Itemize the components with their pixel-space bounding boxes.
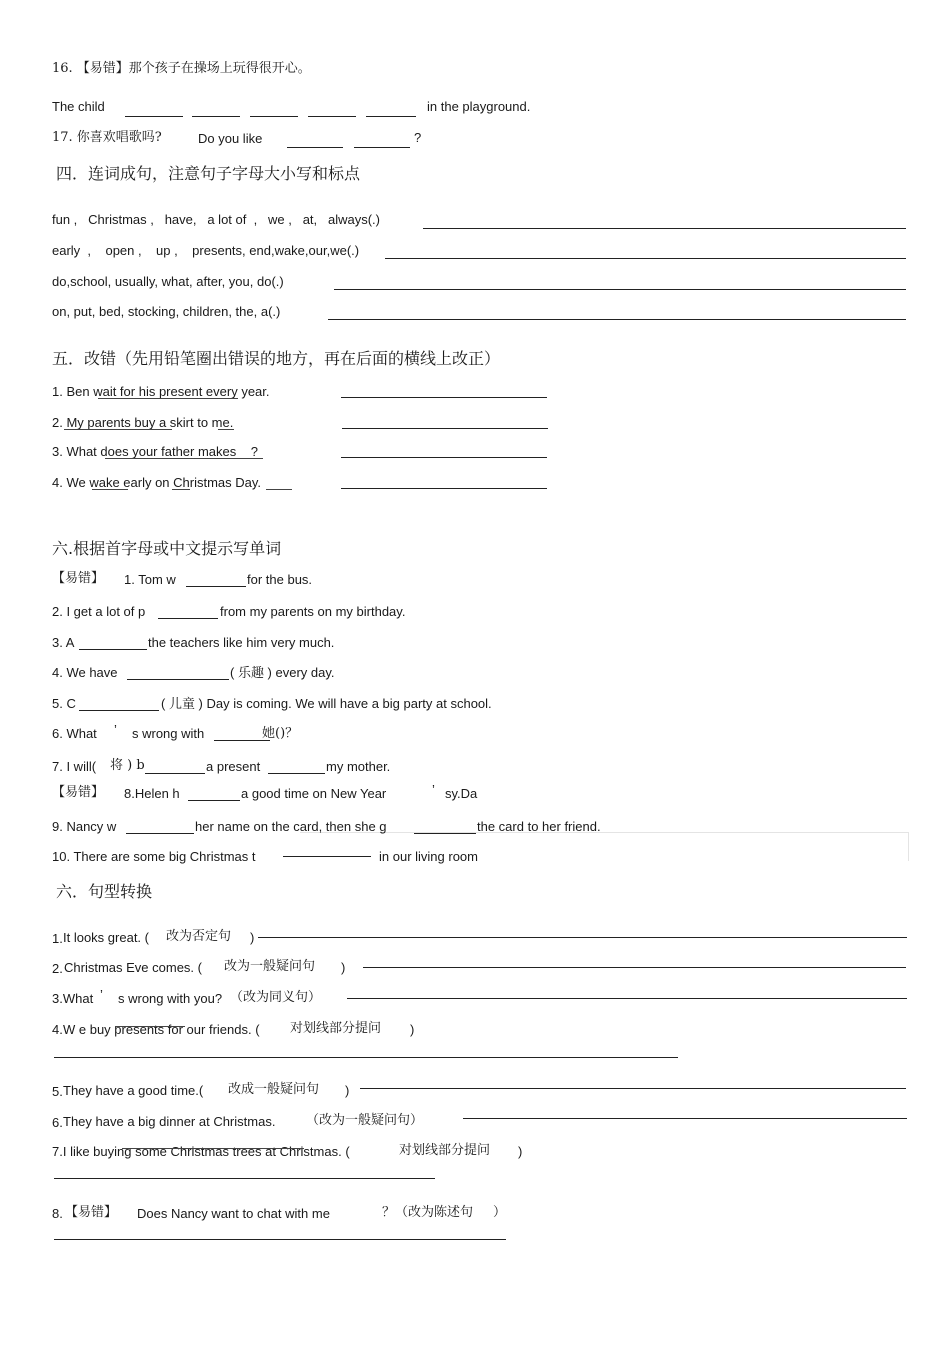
s6a-q7-mid: a present — [206, 759, 261, 774]
q16-end: in the playground. — [427, 99, 531, 114]
s6b-item8-hint: ？（改为陈述句 — [382, 1205, 474, 1220]
s6b-item7-text: 7.I like buying some Christmas trees at Christmas. ( — [52, 1144, 350, 1159]
s6a-q5-text: 5. C — [52, 696, 76, 711]
s6a-q1-rest: for the bus. — [247, 572, 313, 587]
s6a-q1-blank[interactable] — [186, 586, 246, 587]
s5-answer-line-3[interactable] — [341, 457, 547, 458]
s6a-q1-tag: 【易错】 — [52, 571, 105, 586]
s6a-q10-blank[interactable] — [283, 856, 371, 857]
s6b-answer-line-3[interactable] — [347, 998, 907, 999]
s6a-q9-rest: the card to her friend. — [477, 819, 601, 834]
s6a-q7-hint: 将 ) b — [110, 758, 145, 773]
s6b-item7-hint: 对划线部分提问 — [399, 1143, 491, 1158]
s5-underline-4c — [266, 489, 292, 490]
s6b-item6-number: 6. — [52, 1115, 63, 1130]
s6a-q9-blank-2[interactable] — [414, 833, 476, 834]
s4-item-2: early , open , up , presents, end,wake,our,we(.) — [52, 243, 360, 258]
q16-blank-5[interactable] — [366, 116, 416, 117]
q16-blank-3[interactable] — [250, 116, 298, 117]
section5-heading: 五．改错（先用铅笔圈出错误的地方，再在后面的横线上改正） — [52, 349, 501, 368]
s6b-item1-hint: 改为否定句 — [166, 929, 232, 944]
s4-item-3: do,school, usually, what, after, you, do(.) — [52, 274, 284, 289]
s5-underline-4a — [92, 489, 128, 490]
s6b-item2-hint: 改为一般疑问句 — [224, 959, 316, 974]
s5-underline-4b — [172, 489, 190, 490]
s6b-item5-text: They have a good time.( — [63, 1083, 204, 1098]
s5-answer-line-1[interactable] — [341, 397, 547, 398]
s4-answer-line-3[interactable] — [334, 289, 906, 290]
s6a-q8-tag: 【易错】 — [52, 785, 105, 800]
s6b-item2-number: 2. — [52, 961, 63, 976]
s6b-item3-hint: （改为同义句） — [230, 990, 322, 1005]
s6a-q1-text: 1. Tom w — [124, 572, 176, 587]
s6b-answer-line-6[interactable] — [463, 1118, 907, 1119]
s6b-item4-close: ) — [410, 1022, 415, 1037]
s6b-answer-line-4[interactable] — [54, 1057, 678, 1058]
q17-blank-2[interactable] — [354, 147, 410, 148]
q16-prompt: 16. 【易错】那个孩子在操场上玩得很开心。 — [52, 61, 311, 76]
s4-answer-line-1[interactable] — [423, 228, 906, 229]
s6a-q8-text: 8.Helen h — [124, 786, 180, 801]
s6b-item6-hint: （改为一般疑问句） — [306, 1113, 424, 1128]
q16-blank-1[interactable] — [125, 116, 183, 117]
s6b-item3-apostrophe: ’ — [100, 987, 103, 1002]
s6a-q4-blank[interactable] — [127, 679, 229, 680]
s6b-item5-hint: 改成一般疑问句 — [228, 1082, 320, 1097]
s6b-item4-text: W e buy presents for our friends. ( — [63, 1022, 260, 1037]
s4-item-1: fun , Christmas , have, a lot of , we , at, always(.) — [52, 212, 381, 227]
s6a-q10-text: 10. There are some big Christmas t — [52, 849, 256, 864]
s6b-item4-number: 4. — [52, 1022, 63, 1037]
s6b-item3-text: 3.What — [52, 991, 94, 1006]
s4-answer-line-4[interactable] — [328, 319, 906, 320]
s5-item-1: 1. Ben wait for his present every year. — [52, 384, 270, 399]
s5-underline-2b — [218, 429, 234, 430]
s6b-item5-number: 5. — [52, 1084, 63, 1099]
s6b-answer-line-7[interactable] — [54, 1178, 435, 1179]
s6a-q6-mid: s wrong with — [132, 726, 205, 741]
s6a-q6-apostrophe: ’ — [114, 722, 117, 737]
s6a-q7-blank-1[interactable] — [145, 773, 205, 774]
s6a-q6-hint: 她()？ — [262, 726, 299, 741]
s6a-q4-rest: ( 乐趣 ) every day. — [230, 665, 335, 680]
s6a-q3-text: 3. A — [52, 635, 75, 650]
s6b-item2-close: ) — [341, 960, 346, 975]
s6a-q3-rest: the teachers like him very much. — [148, 635, 335, 650]
s5-item-4: 4. We wake early on Christmas Day. — [52, 475, 276, 490]
s6b-item8-close: ） — [493, 1205, 507, 1220]
s6a-q3-blank[interactable] — [79, 649, 147, 650]
s6b-item4-underline — [115, 1026, 185, 1027]
s6b-item4-hint: 对划线部分提问 — [290, 1021, 382, 1036]
s6a-q2-text: 2. I get a lot of p — [52, 604, 146, 619]
s6b-item1-text: It looks great. ( — [63, 930, 149, 945]
s5-underline-2 — [64, 429, 172, 430]
s6a-q10-rest: in our living room — [379, 849, 478, 864]
s6a-q5-rest: ( 儿童 ) Day is coming. We will have a big party at school. — [161, 696, 492, 711]
s5-underline-1 — [98, 398, 238, 399]
q16-start: The child — [52, 99, 105, 114]
q16-blank-2[interactable] — [192, 116, 240, 117]
q17-blank-1[interactable] — [287, 147, 343, 148]
q16-blank-4[interactable] — [308, 116, 356, 117]
s5-underline-3 — [105, 458, 263, 459]
s6b-answer-line-5[interactable] — [360, 1088, 906, 1089]
s6a-q9-mid: her name on the card, then she g — [195, 819, 387, 834]
section6b-heading: 六．句型转换 — [56, 882, 153, 901]
s6a-q7-rest: my mother. — [326, 759, 391, 774]
s6b-answer-line-8[interactable] — [54, 1239, 506, 1240]
s6b-item8-number: 8. — [52, 1206, 63, 1221]
section6a-heading: 六.根据首字母或中文提示写单词 — [52, 539, 282, 558]
s6a-q8-apostrophe: ’ — [432, 782, 435, 797]
s6a-q7-blank-2[interactable] — [268, 773, 325, 774]
s6b-item8-tag: 【易错】 — [65, 1205, 118, 1220]
s6b-item1-close: ) — [250, 930, 255, 945]
s4-answer-line-2[interactable] — [385, 258, 906, 259]
s6b-item3-mid: s wrong with you? — [118, 991, 223, 1006]
s6b-answer-line-2[interactable] — [363, 967, 906, 968]
s6a-q9-text: 9. Nancy w — [52, 819, 117, 834]
section4-heading: 四．连词成句，注意句子字母大小写和标点 — [56, 164, 361, 183]
s5-item-2: 2. My parents buy a skirt to me. — [52, 415, 234, 430]
s6a-q9-blank-1[interactable] — [126, 833, 194, 834]
s6a-q5-blank[interactable] — [79, 710, 159, 711]
s6b-item5-close: ) — [345, 1083, 350, 1098]
s6a-q6-text: 6. What — [52, 726, 97, 741]
s6a-q2-blank[interactable] — [158, 618, 218, 619]
s5-answer-line-4[interactable] — [341, 488, 547, 489]
s5-item-3: 3. What does your father makes ? — [52, 444, 258, 459]
s6b-item1-number: 1. — [52, 931, 63, 946]
s6a-q2-rest: from my parents on my birthday. — [220, 604, 406, 619]
s6b-item6-text: They have a big dinner at Christmas. — [63, 1114, 276, 1129]
s4-item-4: on, put, bed, stocking, children, the, a(.) — [52, 304, 281, 319]
s6a-q7-text: 7. I will( — [52, 759, 97, 774]
s6a-q8-rest: sy.Da — [445, 786, 478, 801]
s6a-q8-mid: a good time on New Year — [241, 786, 387, 801]
s6b-answer-line-1[interactable] — [258, 937, 907, 938]
s6b-item8-text: Does Nancy want to chat with me — [137, 1206, 330, 1221]
s5-answer-line-2[interactable] — [342, 428, 548, 429]
s6b-item2-text: Christmas Eve comes. ( — [64, 960, 202, 975]
q17-prompt: 17. 你喜欢唱歌吗? — [52, 130, 162, 145]
s6b-item7-close: ) — [518, 1144, 523, 1159]
s6b-item7-underline — [122, 1148, 304, 1149]
q17-start: Do you like — [198, 131, 263, 146]
q17-end: ? — [414, 130, 422, 145]
s6a-q4-text: 4. We have — [52, 665, 118, 680]
s6a-q8-blank[interactable] — [188, 800, 240, 801]
